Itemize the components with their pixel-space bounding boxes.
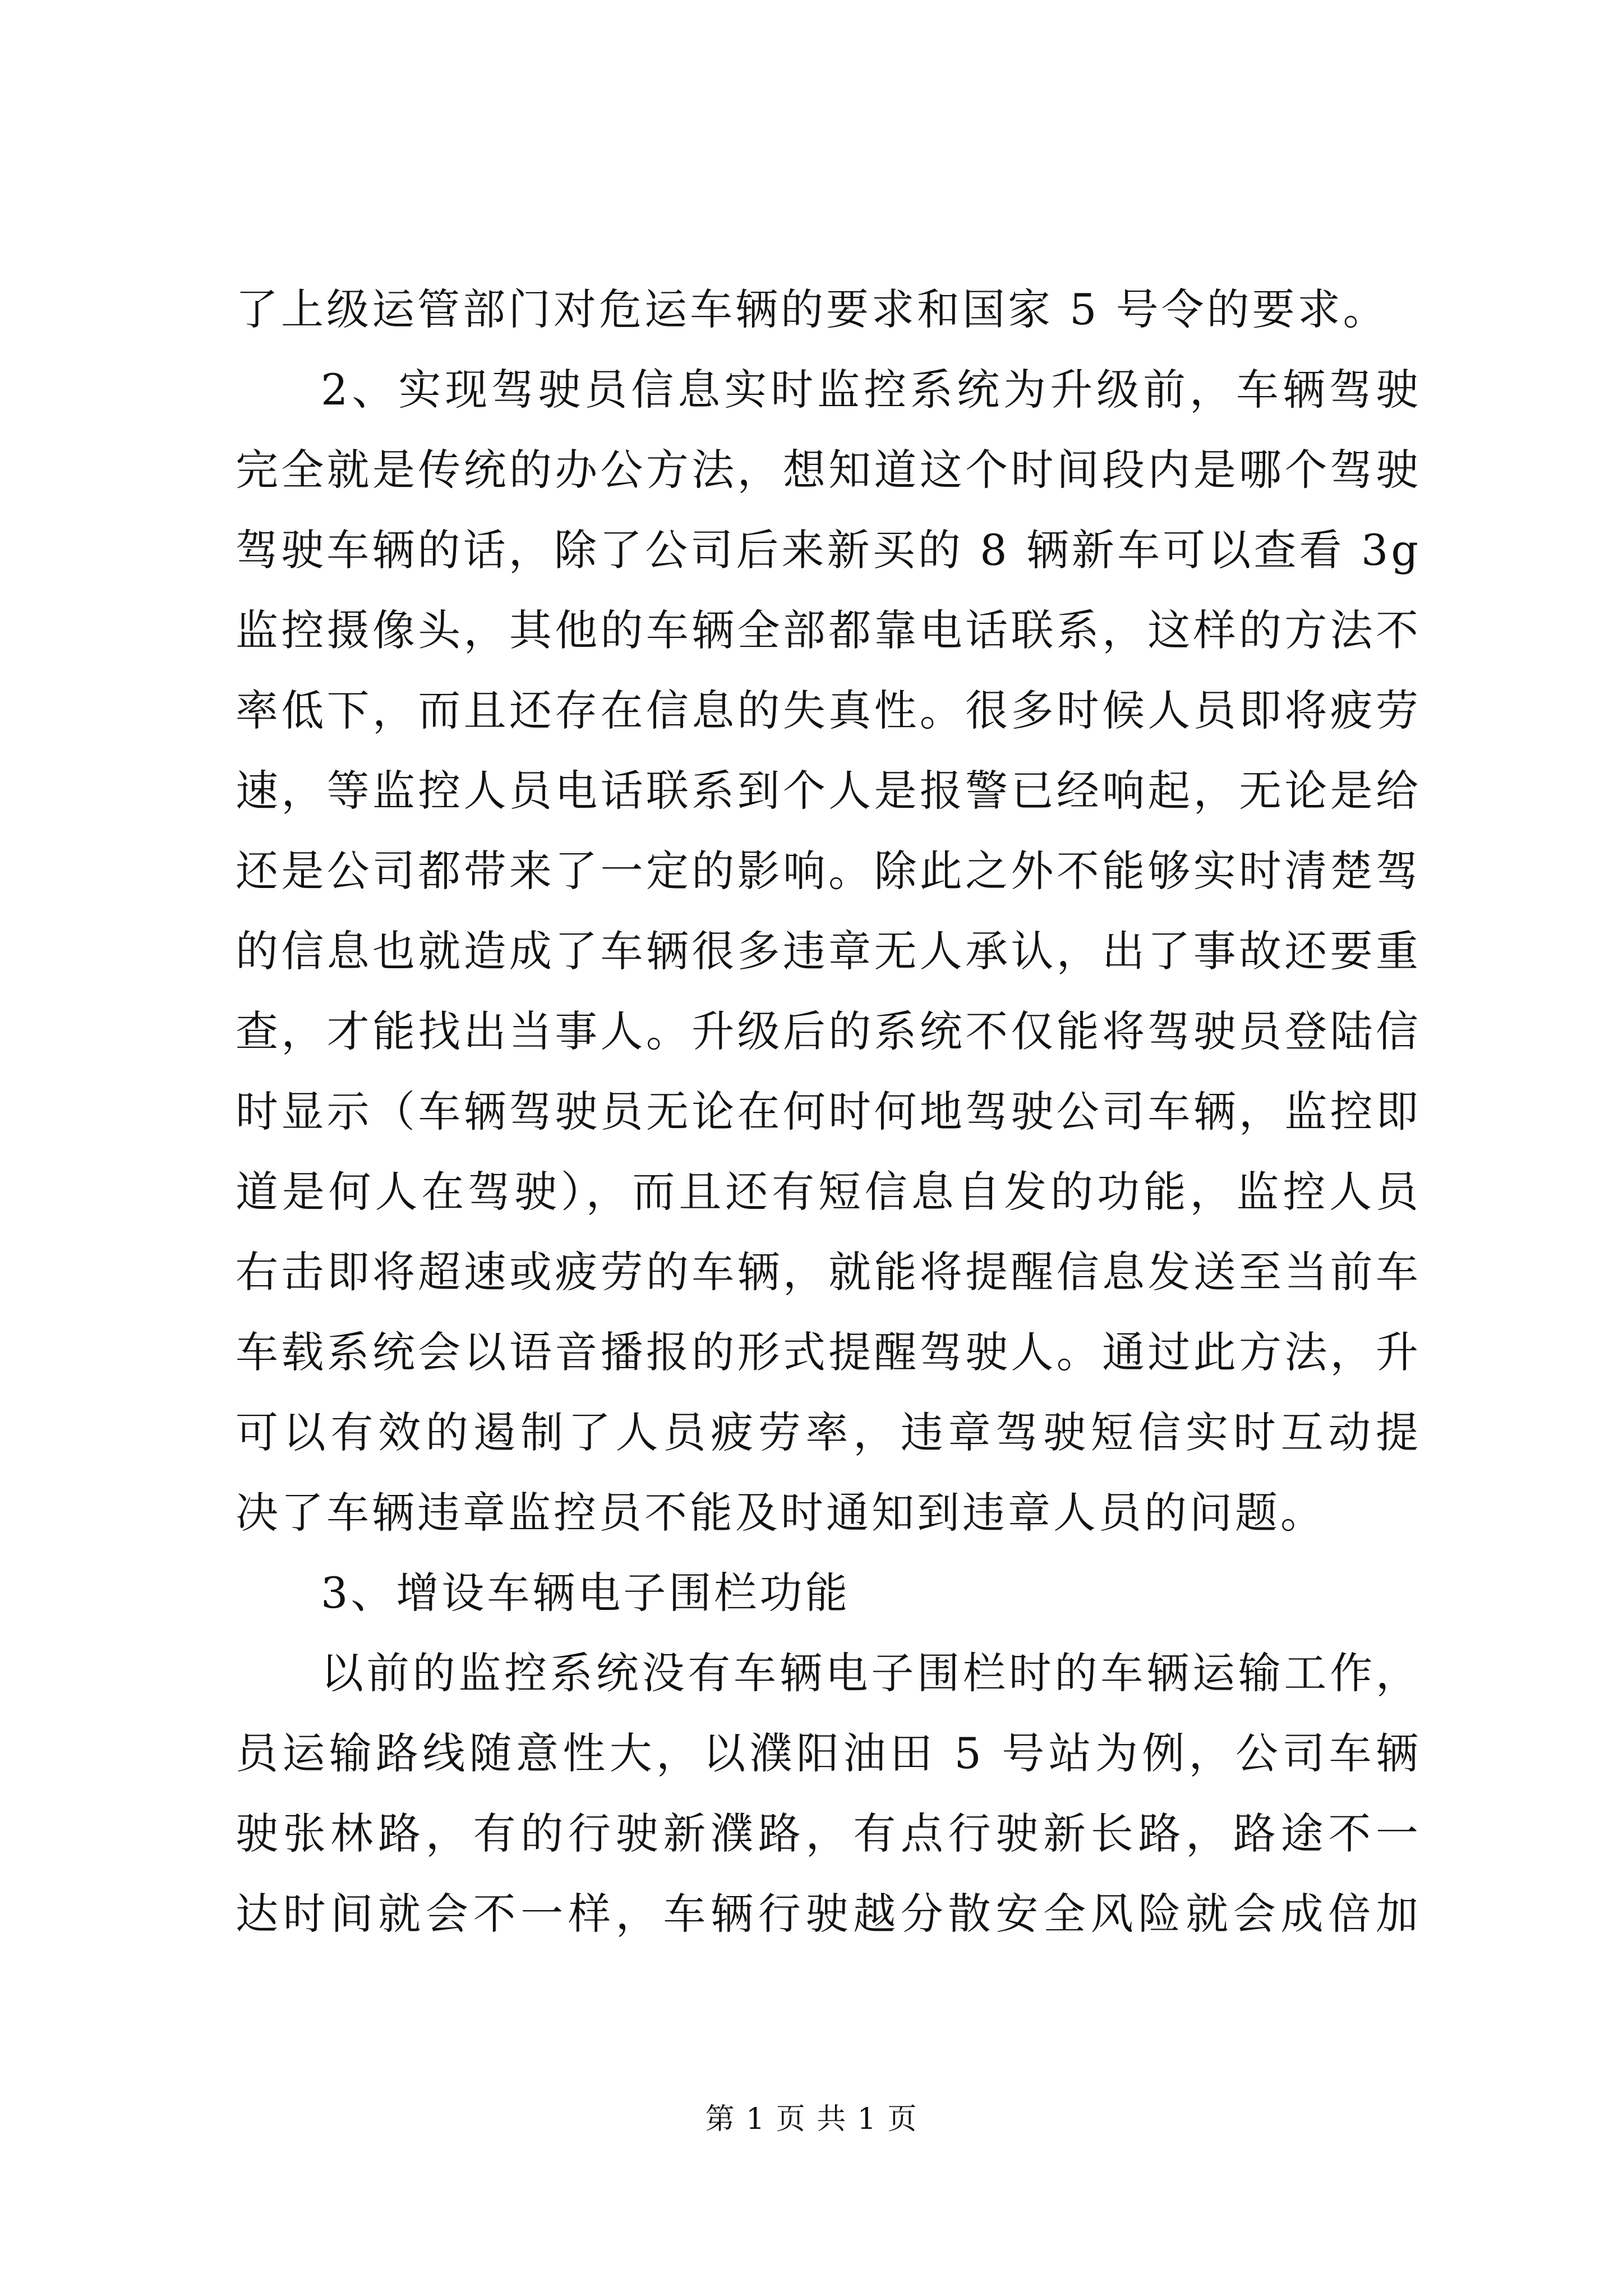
text-line: 决了车辆违章监控员不能及时通知到违章人员的问题。 [236, 1488, 1326, 1538]
text-line: 可以有效的遏制了人员疲劳率，违章驾驶短信实时互动提 [236, 1407, 1421, 1457]
text-line: 驶张林路，有的行驶新濮路，有点行驶新长路，路途不一 [236, 1809, 1421, 1858]
page-footer: 第 1 页 共 1 页 [705, 2102, 918, 2136]
text-line: 速，等监控人员电话联系到个人是报警已经响起，无论是给 [236, 766, 1421, 816]
text-line: 了上级运管部门对危运车辆的要求和国家 5 号令的要求。 [236, 284, 1389, 334]
text-line: 的信息也就造成了车辆很多违章无人承认，出了事故还要重 [236, 926, 1421, 976]
text-line: 达时间就会不一样，车辆行驶越分散安全风险就会成倍加 [236, 1889, 1421, 1939]
text-line: 道是何人在驾驶），而且还有短信息自发的功能，监控人员 [236, 1167, 1421, 1217]
text-line: 车载系统会以语音播报的形式提醒驾驶人。通过此方法，升 [236, 1327, 1421, 1377]
text-line: 还是公司都带来了一定的影响。除此之外不能够实时清楚驾 [236, 846, 1421, 896]
text-line: 查，才能找出当事人。升级后的系统不仅能将驾驶员登陆信 [236, 1006, 1421, 1056]
text-line: 驾驶车辆的话，除了公司后来新买的 8 辆新车可以查看 3g [236, 525, 1421, 575]
text-line: 员运输路线随意性大，以濮阳油田 5 号站为例，公司车辆 [236, 1728, 1421, 1778]
text-line: 以前的监控系统没有车辆电子围栏时的车辆运输工作， [321, 1648, 1421, 1698]
text-line: 右击即将超速或疲劳的车辆，就能将提醒信息发送至当前车 [236, 1247, 1421, 1297]
text-line: 监控摄像头，其他的车辆全部都靠电话联系，这样的方法不 [236, 605, 1421, 655]
text-line: 2、实现驾驶员信息实时监控系统为升级前，车辆驾驶 [321, 365, 1421, 415]
section-heading: 3、增设车辆电子围栏功能 [321, 1568, 851, 1618]
text-line: 时显示（车辆驾驶员无论在何时何地驾驶公司车辆，监控即 [236, 1087, 1421, 1137]
body-text [236, 269, 1421, 1954]
text-line: 率低下，而且还存在信息的失真性。很多时候人员即将疲劳 [236, 685, 1421, 735]
text-line: 完全就是传统的办公方法，想知道这个时间段内是哪个驾驶 [236, 445, 1421, 495]
